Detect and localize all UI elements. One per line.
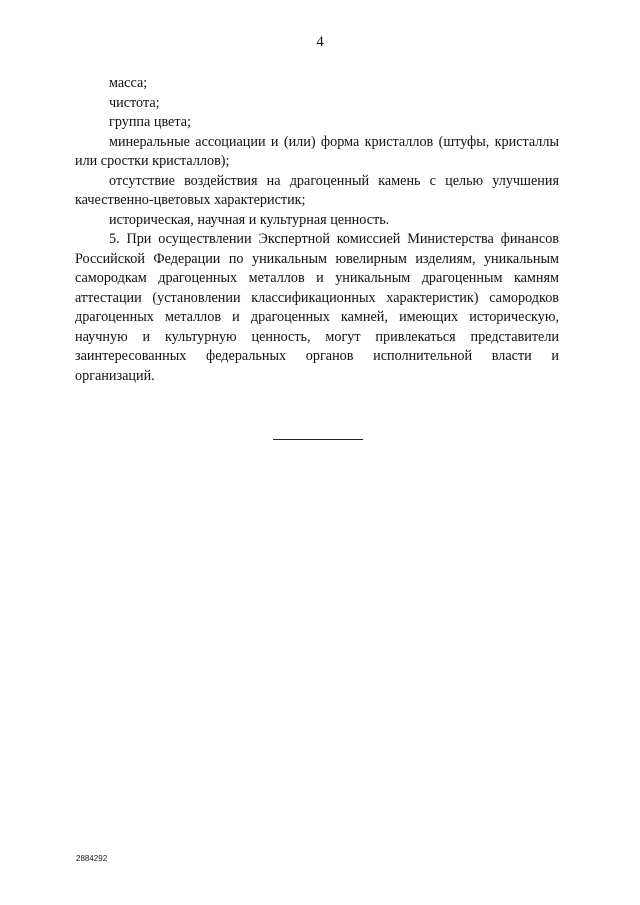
list-item-color-group: группа цвета; xyxy=(109,114,191,130)
paragraph-5: 5. При осуществлении Экспертной комиссией Министерства финансов Российской Федерации по уникальным ювелирным изделиям, уникальным самородкам драгоценных металлов и уникальным драгоценным камням аттестации (установлении классификационных характеристик) самородков драгоценных металлов и драгоценных камней, имеющих историческую, научную и культурную ценность, могут привлекаться представители заинтересованных федеральных органов исполнительной власти и организаций. xyxy=(75,231,559,384)
list-item-mass: масса; xyxy=(109,75,148,91)
list-item-no-treatment: отсутствие воздействия на драгоценный камень с целью улучшения качественно-цветовых характеристик; xyxy=(75,172,559,208)
end-separator-line xyxy=(273,439,363,440)
document-code: 2884292 xyxy=(76,854,108,863)
list-item-historical-value: историческая, научная и культурная ценность. xyxy=(109,211,390,228)
page-number: 4 xyxy=(316,34,324,50)
list-item-purity: чистота; xyxy=(109,94,160,111)
document-body xyxy=(75,74,559,386)
list-item-mineral-associations: минеральные ассоциации и (или) форма кристаллов (штуфы, кристаллы или сростки кристаллов); xyxy=(75,133,559,169)
